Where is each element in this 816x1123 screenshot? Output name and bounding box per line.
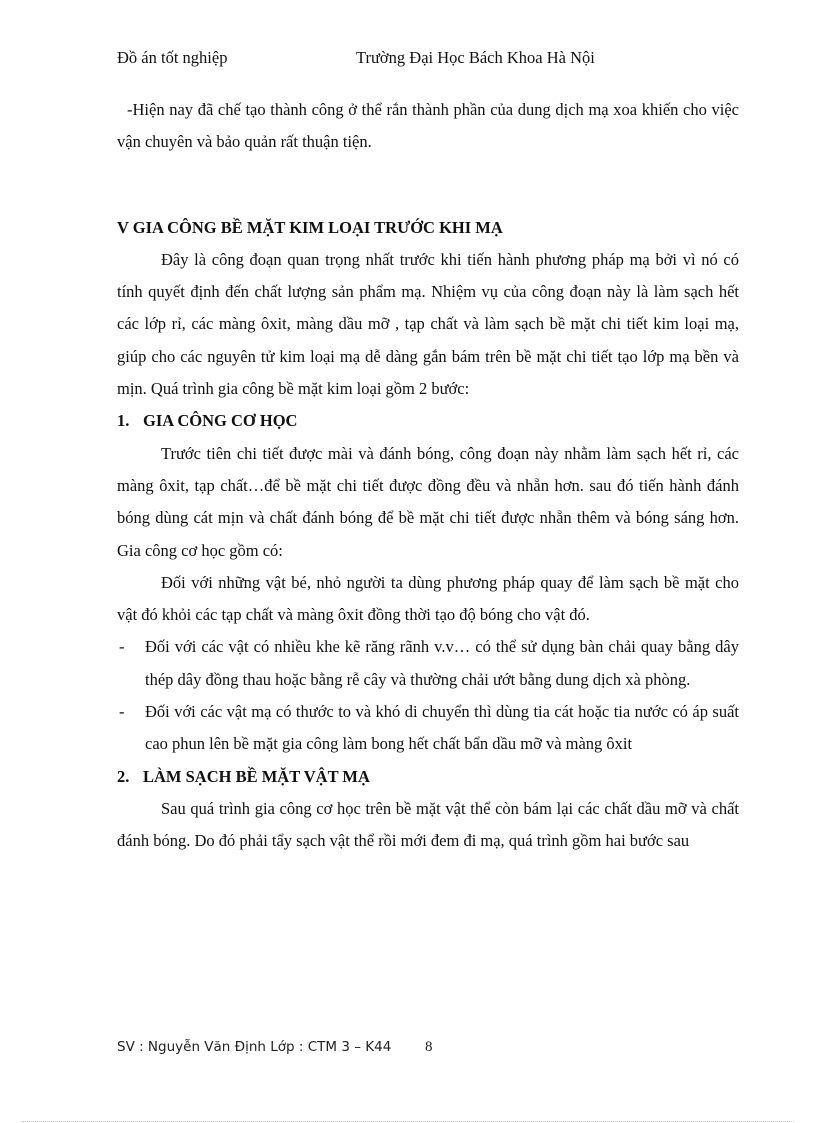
subsection-2-paragraph-1: Sau quá trình gia công cơ học trên bề mặt vật thể còn bám lại các chất dầu mỡ và chất đánh bóng. Do đó phải tẩy sạch vật thể rồi mới đem đi mạ, quá trình gồm hai bước sau	[117, 798, 739, 851]
dash-list	[117, 631, 739, 760]
subsection-2-title: LÀM SẠCH BỀ MẶT VẬT MẠ	[143, 766, 370, 786]
subsection-1-paragraph-1: Trước tiên chi tiết được mài và đánh bóng, công đoạn này nhằm làm sạch hết rỉ, các màng ôxit, tạp chất…để bề mặt chi tiết được đồng đều và nhẵn hơn. sau đó tiến hành đánh bóng dùng cát mịn và chất đánh bóng để bề mặt chi tiết được nhẵn thêm và bóng sáng hơn. Gia công cơ học gồm có:	[117, 443, 739, 560]
header-thesis-label: Đồ án tốt nghiệp	[117, 48, 228, 67]
list-item-text: Đối với các vật có nhiều khe kẽ răng rãnh v.v… có thể sử dụng bàn chải quay bằng dây thép dây đồng thau hoặc bằng rễ cây và thường chải ướt bằng dung dịch xà phòng.	[145, 637, 739, 689]
page-number: 8	[425, 1039, 433, 1055]
section-v-paragraph: Đây là công đoạn quan trọng nhất trước khi tiến hành phương pháp mạ bởi vì nó có tính quyết định đến chất lượng sản phẩm mạ. Nhiệm vụ của công đoạn này là làm sạch hết các lớp rỉ, các màng ôxit, màng dầu mỡ , tạp chất và làm sạch bề mặt chi tiết kim loại mạ, giúp cho các nguyên tử kim loại mạ dễ dàng gắn bám trên bề mặt chi tiết tạo lớp mạ bền và mịn. Quá trình gia công bề mặt kim loại gồm 2 bước:	[117, 249, 739, 399]
subsection-2-heading	[117, 761, 739, 793]
list-item	[117, 696, 739, 761]
page-body	[117, 94, 739, 858]
header-university-name: Trường Đại Học Bách Khoa Hà Nội	[356, 48, 595, 67]
subsection-2-number: 2.	[117, 766, 130, 786]
intro-paragraph: -Hiện nay đã chế tạo thành công ở thể rắn thành phần của dung dịch mạ xoa khiến cho việc vận chuyên và bảo quản rất thuận tiện.	[117, 100, 739, 152]
list-item-text: Đối với các vật mạ có thước to và khó di chuyển thì dùng tia cát hoặc tia nước có áp suất cao phun lên bề mặt gia công làm bong hết chất bẩn dầu mỡ và màng ôxit	[145, 702, 739, 754]
list-item	[117, 631, 739, 696]
page-footer	[117, 1039, 433, 1055]
subsection-1-title: GIA CÔNG CƠ HỌC	[143, 411, 298, 431]
footer-student-info: SV : Nguyễn Văn Định Lớp : CTM 3 – K44	[117, 1039, 392, 1055]
dash-bullet: -	[119, 637, 125, 657]
page-header	[117, 48, 717, 72]
subsection-1-paragraph-2: Đối với những vật bé, nhỏ người ta dùng phương pháp quay để làm sạch bề mặt cho vật đó khỏi các tạp chất và màng ôxit đồng thời tạo độ bóng cho vật đó.	[117, 572, 739, 625]
page-bottom-divider	[22, 1121, 794, 1122]
dash-bullet: -	[119, 702, 125, 722]
section-v-heading: V GIA CÔNG BỀ MẶT KIM LOẠI TRƯỚC KHI MẠ	[117, 217, 503, 237]
subsection-1-number: 1.	[117, 411, 130, 431]
subsection-1-heading	[117, 405, 739, 437]
